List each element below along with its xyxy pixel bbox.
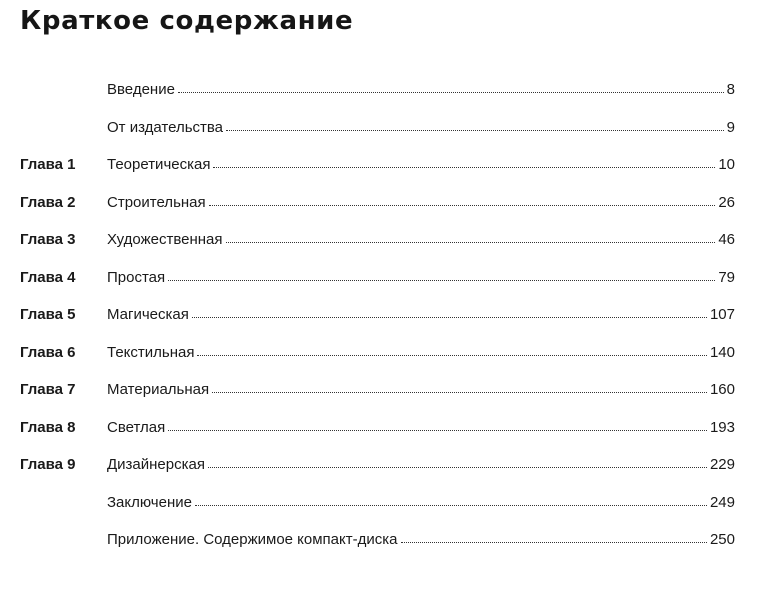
toc-entry [107, 381, 735, 399]
dot-leader [192, 315, 707, 318]
dot-leader [226, 128, 724, 131]
toc-entry [107, 119, 735, 137]
table-of-contents [0, 71, 763, 559]
toc-row-chapter-9[interactable] [0, 446, 763, 484]
toc-chapter-number: Глава 7 [20, 381, 76, 398]
toc-page-number: 79 [718, 268, 735, 286]
toc-row-chapter-3[interactable] [0, 221, 763, 259]
toc-row-chapter-4[interactable] [0, 259, 763, 297]
toc-row-chapter-5[interactable] [0, 296, 763, 334]
toc-entry-title[interactable]: Строительная [107, 193, 206, 211]
toc-chapter-number: Глава 2 [20, 193, 76, 211]
toc-entry-title[interactable]: Дизайнерская [107, 456, 205, 473]
toc-page-number: 229 [709, 456, 735, 473]
toc-chapter-number: Глава 3 [20, 231, 76, 248]
toc-entry [107, 306, 735, 324]
toc-row-from-publisher[interactable] [0, 109, 763, 147]
toc-entry-title[interactable]: Заключение [107, 493, 192, 511]
toc-chapter-number: Глава 9 [20, 456, 76, 473]
toc-page-number: 8 [726, 81, 735, 98]
toc-page-number: 160 [709, 381, 735, 398]
dot-leader [168, 428, 707, 431]
toc-entry [107, 156, 735, 174]
toc-entry-title[interactable]: Материальная [107, 381, 210, 398]
toc-entry-title[interactable]: От издательства [107, 118, 224, 136]
toc-page-number: 249 [709, 493, 735, 511]
toc-page-number: 250 [709, 531, 735, 548]
dot-leader [213, 165, 715, 168]
dot-leader [168, 278, 715, 281]
toc-row-chapter-8[interactable] [0, 409, 763, 447]
toc-row-appendix[interactable] [0, 521, 763, 559]
dot-leader [178, 90, 724, 93]
toc-row-chapter-2[interactable] [0, 184, 763, 222]
toc-row-chapter-6[interactable] [0, 334, 763, 372]
dot-leader [209, 203, 716, 206]
toc-page-number: 140 [709, 343, 735, 361]
dot-leader [208, 465, 707, 468]
dot-leader [401, 540, 707, 543]
toc-page-number: 10 [718, 156, 735, 173]
toc-entry-title[interactable]: Магическая [107, 306, 189, 323]
toc-entry-title[interactable]: Теоретическая [107, 156, 211, 173]
toc-page-number: 107 [709, 306, 735, 323]
toc-entry [107, 269, 735, 287]
toc-row-conclusion[interactable] [0, 484, 763, 522]
toc-entry-title[interactable]: Введение [107, 81, 175, 98]
toc-entry-title[interactable]: Простая [107, 268, 166, 286]
toc-entry [107, 419, 735, 437]
dot-leader [197, 353, 707, 356]
toc-chapter-number: Глава 4 [20, 268, 76, 286]
toc-row-chapter-7[interactable] [0, 371, 763, 409]
toc-entry [107, 456, 735, 474]
toc-chapter-number: Глава 1 [20, 156, 76, 173]
toc-chapter-number: Глава 6 [20, 343, 76, 361]
toc-entry [107, 531, 735, 549]
dot-leader [226, 240, 716, 243]
toc-page-number: 26 [718, 193, 735, 211]
toc-page-number: 46 [718, 231, 735, 248]
toc-entry [107, 494, 735, 512]
toc-chapter-number: Глава 5 [20, 306, 76, 323]
dot-leader [212, 390, 707, 393]
toc-page-number: 193 [709, 418, 735, 436]
toc-entry [107, 344, 735, 362]
page-title: Краткое содержание [20, 6, 354, 36]
toc-row-chapter-1[interactable] [0, 146, 763, 184]
toc-row-introduction[interactable] [0, 71, 763, 109]
toc-entry-title[interactable]: Приложение. Содержимое компакт-диска [107, 531, 398, 548]
toc-entry-title[interactable]: Светлая [107, 418, 166, 436]
toc-entry [107, 231, 735, 249]
toc-entry-title[interactable]: Текстильная [107, 343, 195, 361]
dot-leader [195, 503, 707, 506]
toc-entry-title[interactable]: Художественная [107, 231, 223, 248]
toc-page-number: 9 [726, 118, 735, 136]
toc-entry [107, 194, 735, 212]
toc-entry [107, 81, 735, 99]
toc-chapter-number: Глава 8 [20, 418, 76, 436]
